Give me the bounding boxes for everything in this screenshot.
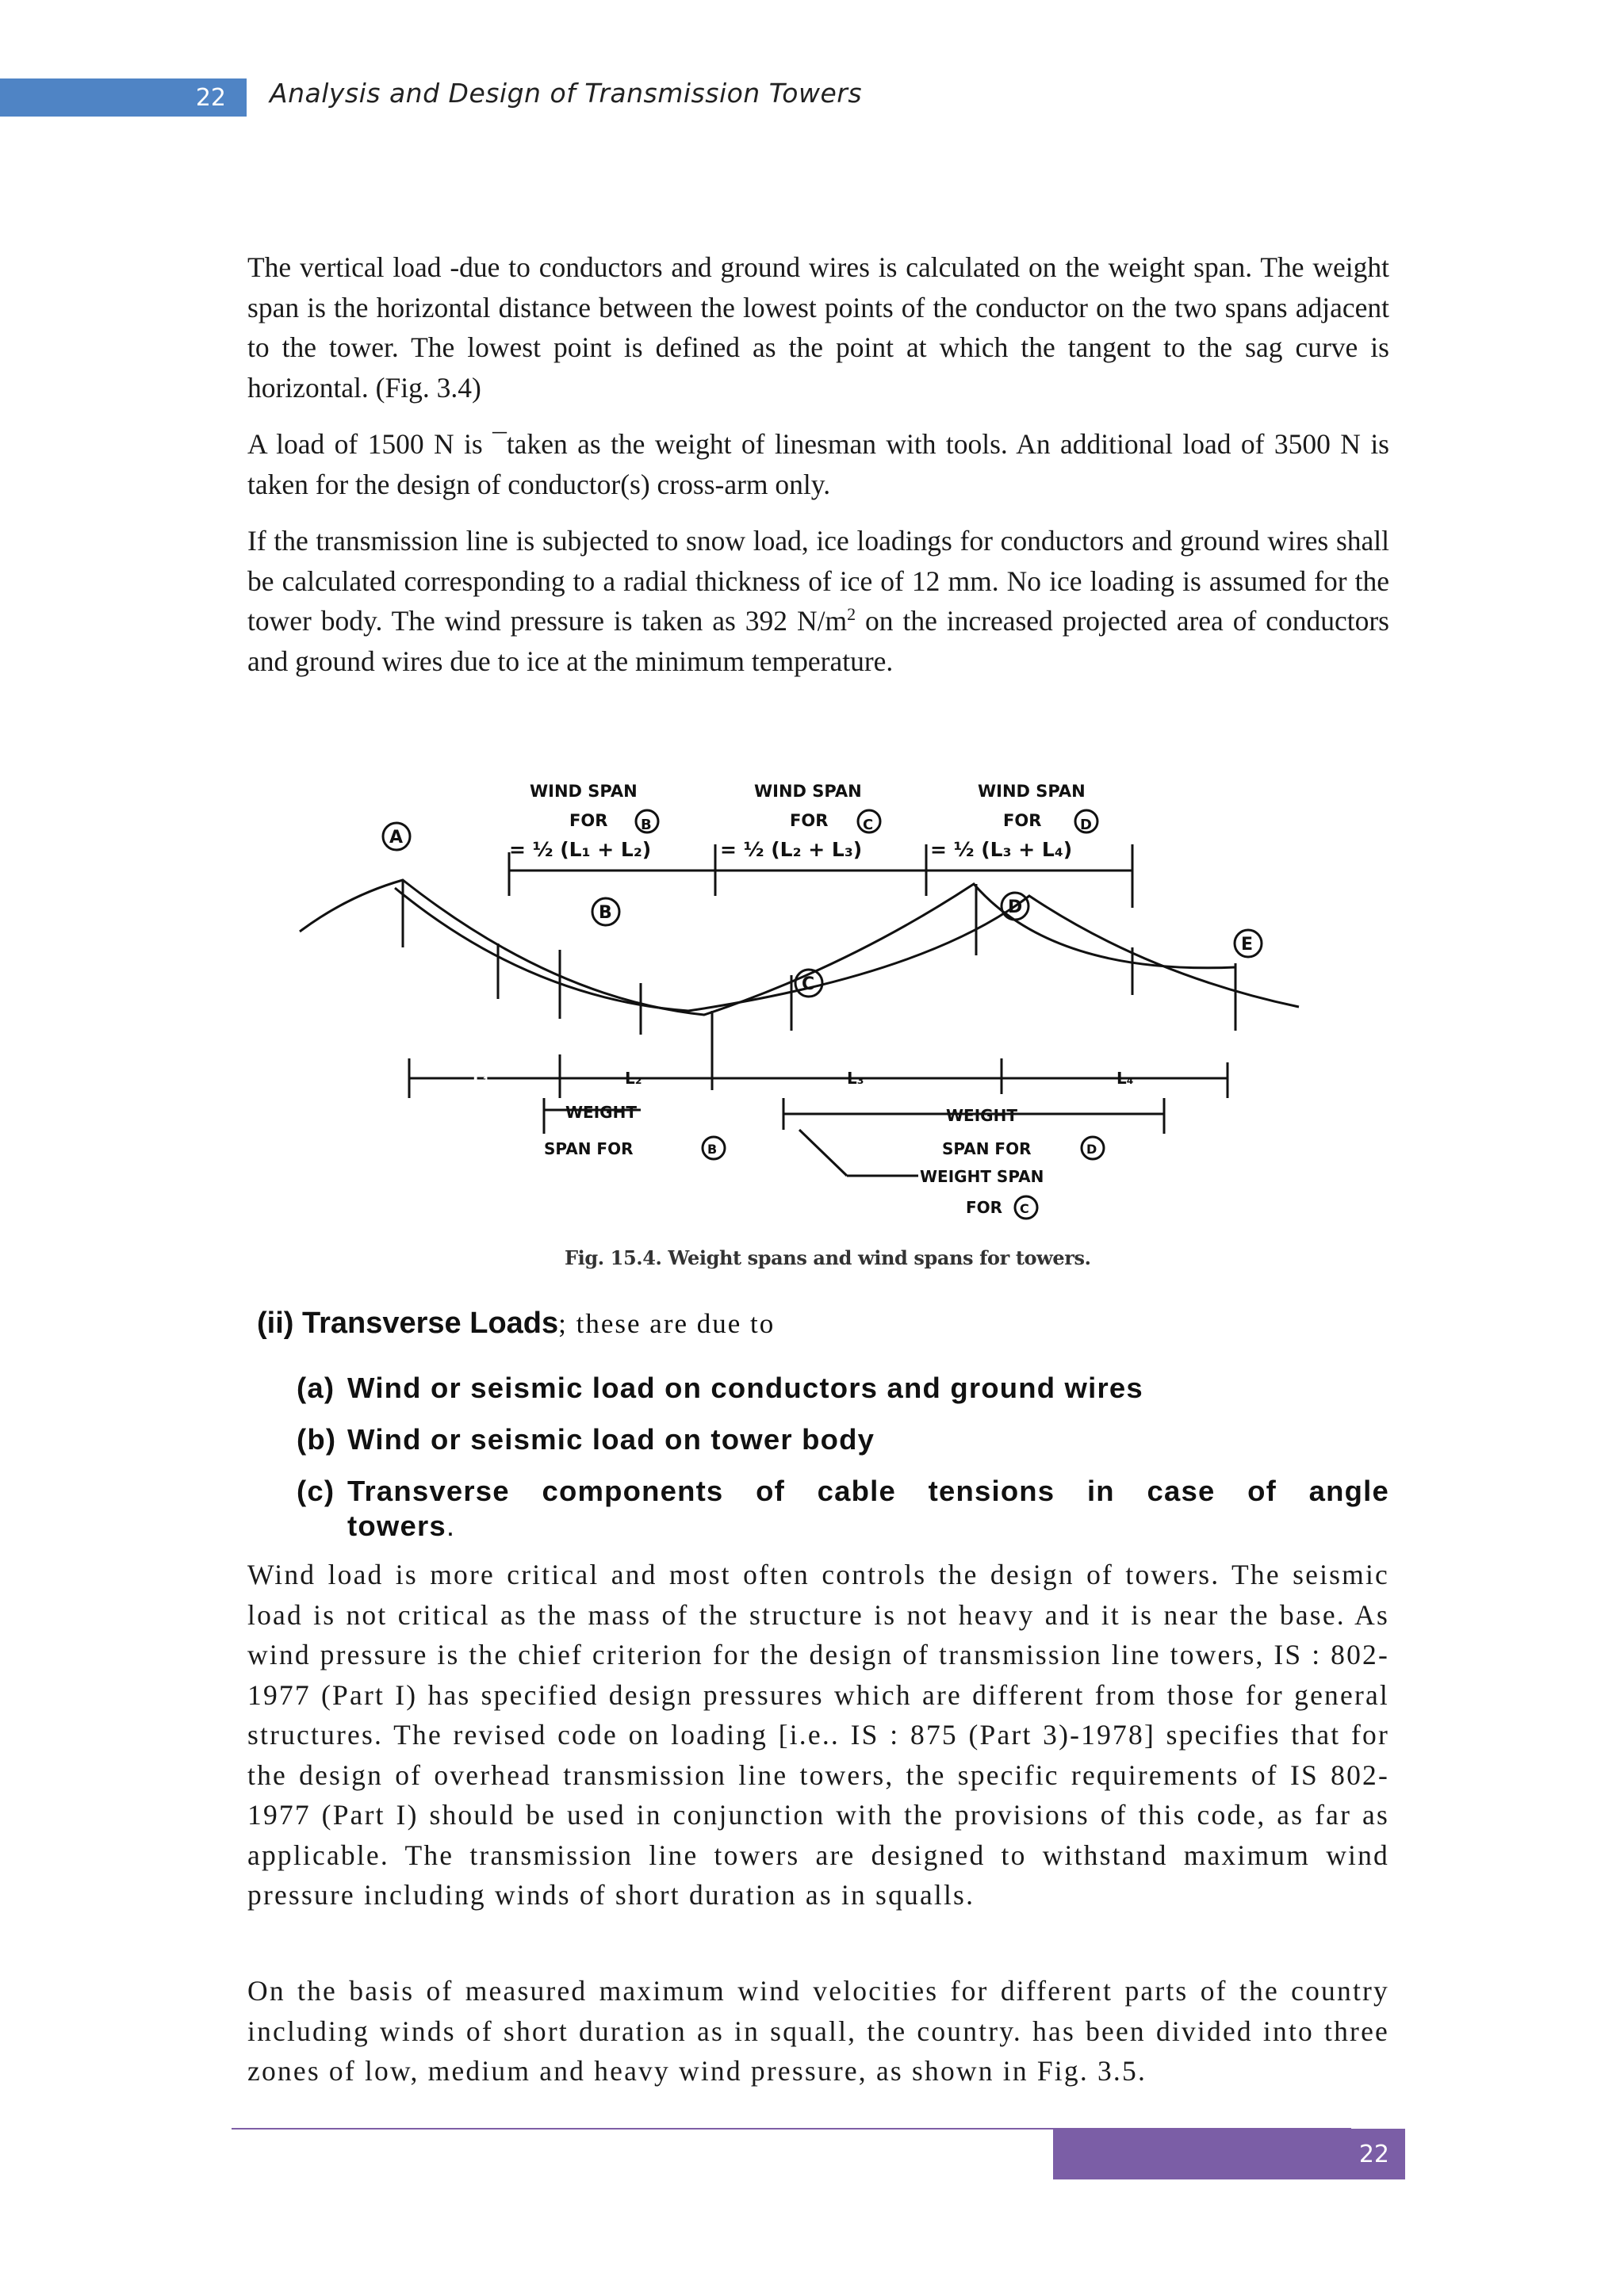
list-item-text: Wind or seismic load on tower body xyxy=(347,1423,875,1456)
weight-span-label-c: WEIGHT SPAN xyxy=(920,1167,1044,1186)
wind-span-label-c: WIND SPAN xyxy=(754,782,862,801)
span-circle-b: B xyxy=(707,1142,718,1157)
paragraph-weight-span: The vertical load -due to conductors and ground wires is calculated on the weight span. The weight span is the horizontal distance between the lowest points of the conductor on the two spans adjacent to the tower. The lowest point is defined as the point at which the tangent to the sag curve is horizontal. (Fig. 3.4) xyxy=(247,251,1389,404)
paragraph-ice-loading xyxy=(247,521,1389,681)
for-label-b: FOR xyxy=(569,811,608,830)
span-for-label-d: SPAN FOR xyxy=(942,1139,1032,1158)
list-item-label: (b) xyxy=(297,1423,337,1456)
superscript: 2 xyxy=(847,604,856,625)
paragraph-linesman-load: A load of 1500 N is ¯taken as the weight of linesman with tools. An additional load of 3500 N is taken for the design of conductor(s) cross-arm only. xyxy=(247,428,1389,500)
weight-wind-span-figure xyxy=(292,737,1323,1284)
list-item-label: (a) xyxy=(297,1372,335,1404)
tower-label-d: D xyxy=(1008,897,1023,917)
formula-d: = ½ (L₃ + L₄) xyxy=(930,838,1073,861)
wind-span-label-d: WIND SPAN xyxy=(978,782,1086,801)
list-item-label: (c) xyxy=(297,1475,335,1507)
span-l3: L₃ xyxy=(847,1069,864,1088)
figure-caption: Fig. 15.4. Weight spans and wind spans for towers. xyxy=(565,1246,1091,1269)
tower-label-c: C xyxy=(802,974,815,994)
list-item-text: Wind or seismic load on conductors and ground wires xyxy=(347,1372,1143,1404)
section-heading xyxy=(257,1307,775,1341)
span-for-label-b: SPAN FOR xyxy=(544,1139,634,1158)
paragraph-wind-load: Wind load is more critical and most often controls the design of towers. The seismic load is not critical as the mass of the structure is not heavy and it is near the base. As wind pressure is the chief criterion for the design of transmission line towers, IS : 802-1977 (Part I) has specified design pressures which are different from those for general structures. The revised code on loading [i.e.. IS : 875 (Part 3)-1978] specifies that for the design of overhead transmission line towers, the specific requirements of IS 802-1977 (Part I) should be used in conjunction with the provisions of this code, as far as applicable. The transmission line towers are designed to withstand maximum wind pressure including winds of short duration as in squalls. xyxy=(247,1559,1389,1911)
footer-page-number: 22 xyxy=(1053,2129,1405,2179)
wind-span-label-b: WIND SPAN xyxy=(530,782,638,801)
list-item-c xyxy=(297,1474,1389,1544)
formula-c: = ½ (L₂ + L₃) xyxy=(720,838,863,861)
section-heading-rest: ; these are due to xyxy=(558,1308,776,1339)
tower-label-e: E xyxy=(1241,935,1254,955)
paragraph-wind-zones: On the basis of measured maximum wind velocities for different parts of the country including winds of short duration as in squall, the country. has been divided into three zones of low, medium and heavy wind pressure, as shown in Fig. 3.5. xyxy=(247,1975,1389,2087)
ice-text-2: on the increased projected area of conductors and ground wires due to ice at the minimum temperature. xyxy=(247,605,1389,677)
ice-text-1: If the transmission line is subjected to snow load, ice loadings for conductors and ground wires shall be calculated corresponding to a radial thickness of ice of 12 mm. No ice loading is assumed for the tower body. The wind pressure is taken as 392 N/m xyxy=(247,525,1389,637)
formula-b: = ½ (L₁ + L₂) xyxy=(509,838,652,861)
list-item-text xyxy=(347,1474,1389,1544)
for-label-weight-c: FOR xyxy=(966,1198,1003,1217)
header-page-number: 22 xyxy=(0,78,247,117)
for-label-c: FOR xyxy=(790,811,829,830)
span-circle-c: C xyxy=(1020,1201,1029,1216)
section-heading-title: (ii) Transverse Loads xyxy=(257,1307,559,1340)
running-header-title: Analysis and Design of Transmission Towers xyxy=(270,78,863,109)
weight-label-b: WEIGHT xyxy=(565,1103,637,1122)
list-item-a xyxy=(297,1371,1389,1406)
span-l4: L₄ xyxy=(1116,1069,1134,1088)
for-circle-b: B xyxy=(641,817,652,833)
list-item-end: . xyxy=(446,1510,456,1542)
tower-label-b: B xyxy=(599,903,612,923)
for-circle-d: D xyxy=(1080,817,1092,833)
span-circle-d: D xyxy=(1086,1142,1097,1157)
list-item-text-body: Transverse components of cable tensions in case of angle towers xyxy=(347,1475,1389,1542)
tower-label-a: A xyxy=(389,828,404,848)
span-l1: L₁ xyxy=(473,1069,490,1088)
span-l2: L₂ xyxy=(625,1069,642,1088)
list-item-b xyxy=(297,1422,1389,1457)
for-label-d: FOR xyxy=(1003,811,1042,830)
for-circle-c: C xyxy=(863,817,874,833)
weight-label-d: WEIGHT xyxy=(946,1106,1017,1125)
